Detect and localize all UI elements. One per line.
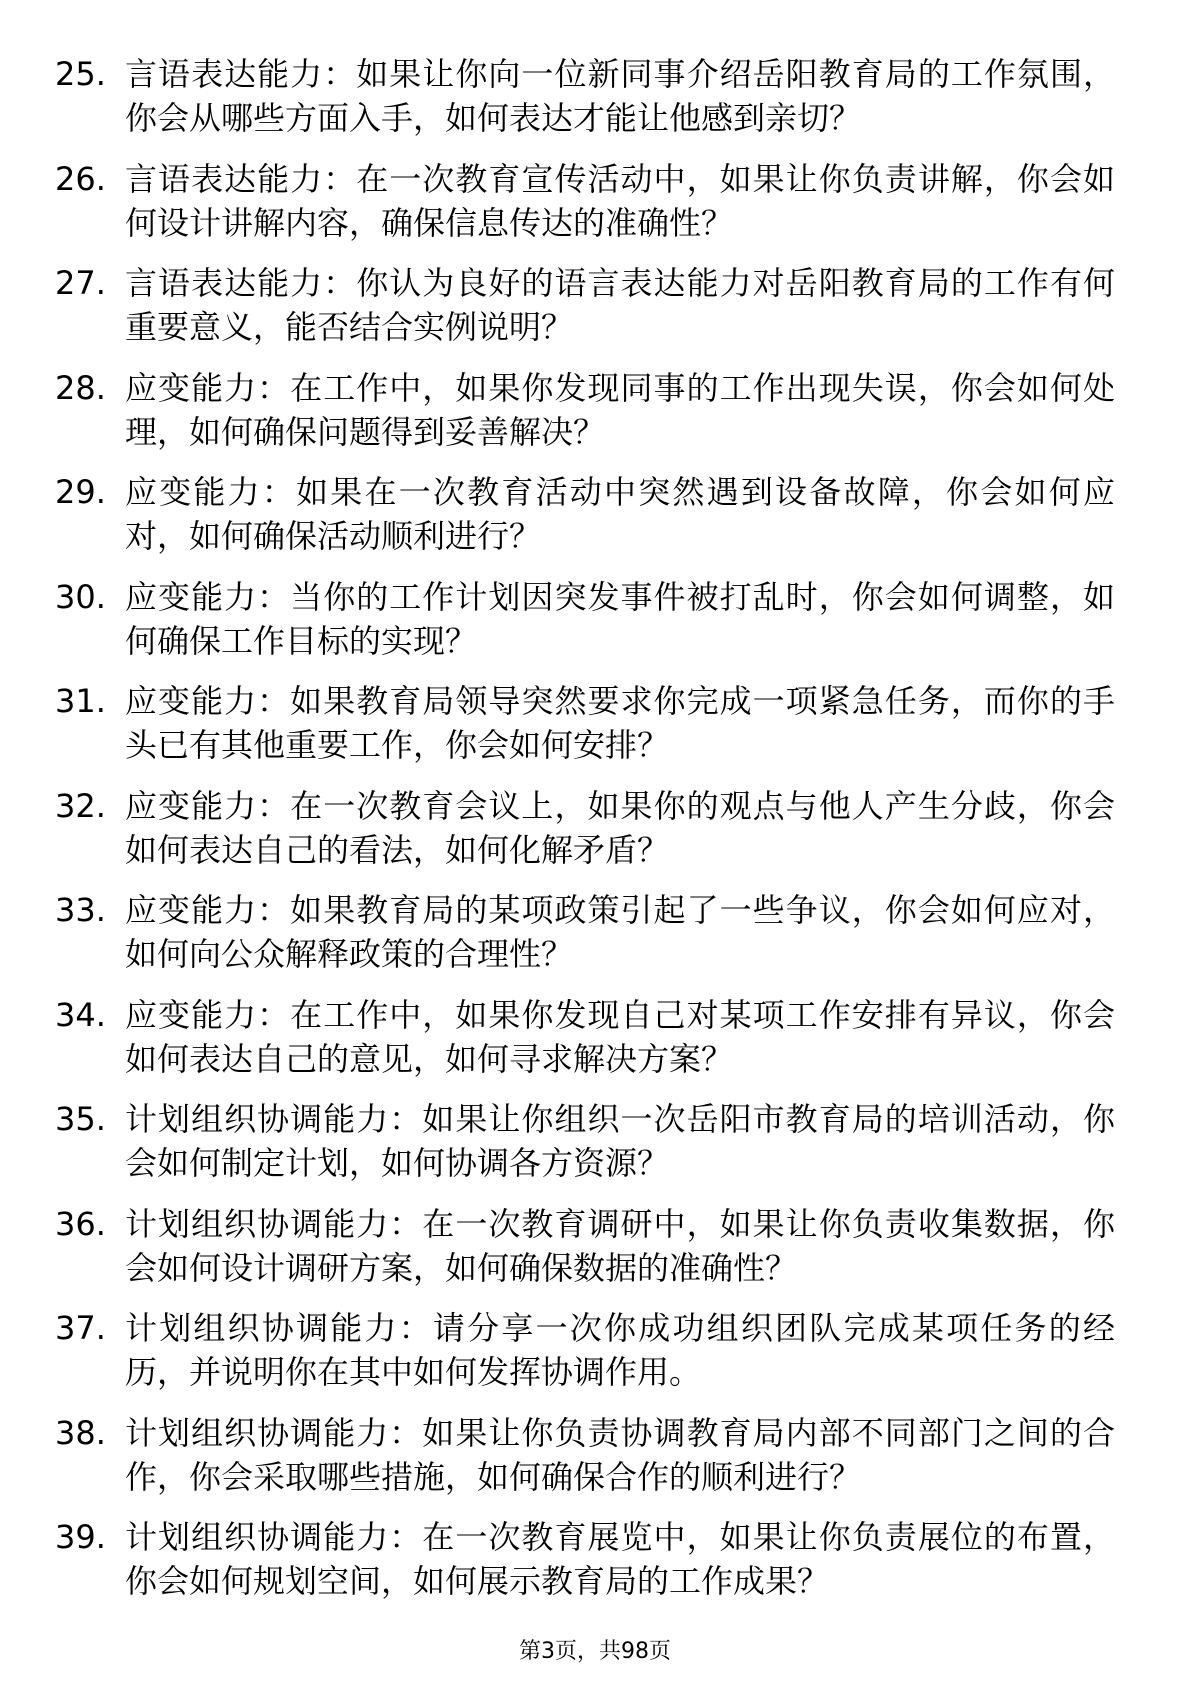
item-text: 应变能力：如果教育局领导突然要求你完成一项紧急任务，而你的手头已有其他重要工作，你会如何安排？ [125, 682, 1115, 764]
item-text: 计划组织协调能力：如果让你组织一次岳阳市教育局的培训活动，你会如何制定计划，如何协调各方资源？ [125, 1100, 1115, 1182]
item-text: 计划组织协调能力：在一次教育调研中，如果让你负责收集数据，你会如何设计调研方案，如何确保数据的准确性？ [125, 1204, 1115, 1287]
item-text: 计划组织协调能力：在一次教育展览中，如果让你负责展位的布置，你会如何规划空间，如何展示教育局的工作成果？ [125, 1518, 1115, 1600]
list-item [55, 575, 1115, 680]
item-text: 计划组织协调能力：请分享一次你成功组织团队完成某项任务的经历，并说明你在其中如何发挥协调作用。 [125, 1309, 1115, 1391]
list-item [55, 1411, 1115, 1516]
item-number: 32. [55, 786, 106, 825]
item-number: 29. [55, 473, 106, 511]
item-number: 37. [55, 1309, 106, 1347]
item-text: 应变能力：在工作中，如果你发现同事的工作出现失误，你会如何处理，如何确保问题得到妥善解决？ [125, 368, 1115, 451]
item-number: 26. [55, 159, 106, 198]
list-item [55, 784, 1115, 889]
list-item [55, 52, 1115, 157]
list-item [55, 679, 1115, 784]
page-number: 第3页，共98页 [519, 1639, 671, 1664]
item-number: 28. [55, 368, 106, 407]
list-item [55, 157, 1115, 262]
item-number: 35. [55, 1100, 106, 1138]
list-item [55, 1097, 1115, 1202]
item-number: 34. [55, 995, 106, 1034]
item-number: 25. [55, 55, 106, 93]
item-text: 应变能力：如果在一次教育活动中突然遇到设备故障，你会如何应对，如何确保活动顺利进行？ [125, 473, 1115, 555]
item-text: 应变能力：在一次教育会议上，如果你的观点与他人产生分歧，你会如何表达自己的看法，如何化解矛盾？ [125, 786, 1115, 869]
list-item [55, 888, 1115, 993]
item-text: 应变能力：当你的工作计划因突发事件被打乱时，你会如何调整，如何确保工作目标的实现？ [125, 577, 1115, 660]
list-item [55, 1306, 1115, 1411]
item-number: 38. [55, 1413, 106, 1452]
list-item [55, 366, 1115, 471]
item-text: 应变能力：如果教育局的某项政策引起了一些争议，你会如何应对，如何向公众解释政策的合理性？ [125, 891, 1115, 973]
list-item [55, 261, 1115, 366]
item-number: 31. [55, 682, 106, 720]
question-list [55, 52, 1115, 1620]
item-text: 言语表达能力：你认为良好的语言表达能力对岳阳教育局的工作有何重要意义，能否结合实例说明？ [125, 264, 1115, 346]
item-number: 27. [55, 264, 106, 302]
item-number: 39. [55, 1518, 106, 1556]
list-item [55, 1515, 1115, 1620]
item-text: 计划组织协调能力：如果让你负责协调教育局内部不同部门之间的合作，你会采取哪些措施，如何确保合作的顺利进行？ [125, 1413, 1115, 1496]
item-number: 33. [55, 891, 106, 929]
item-text: 言语表达能力：如果让你向一位新同事介绍岳阳教育局的工作氛围，你会从哪些方面入手，如何表达才能让他感到亲切？ [125, 55, 1115, 137]
item-number: 30. [55, 577, 106, 616]
list-item [55, 993, 1115, 1098]
item-text: 言语表达能力：在一次教育宣传活动中，如果让你负责讲解，你会如何设计讲解内容，确保信息传达的准确性？ [125, 159, 1115, 242]
list-item [55, 470, 1115, 575]
list-item [55, 1202, 1115, 1307]
item-number: 36. [55, 1204, 106, 1243]
item-text: 应变能力：在工作中，如果你发现自己对某项工作安排有异议，你会如何表达自己的意见，如何寻求解决方案？ [125, 995, 1115, 1078]
